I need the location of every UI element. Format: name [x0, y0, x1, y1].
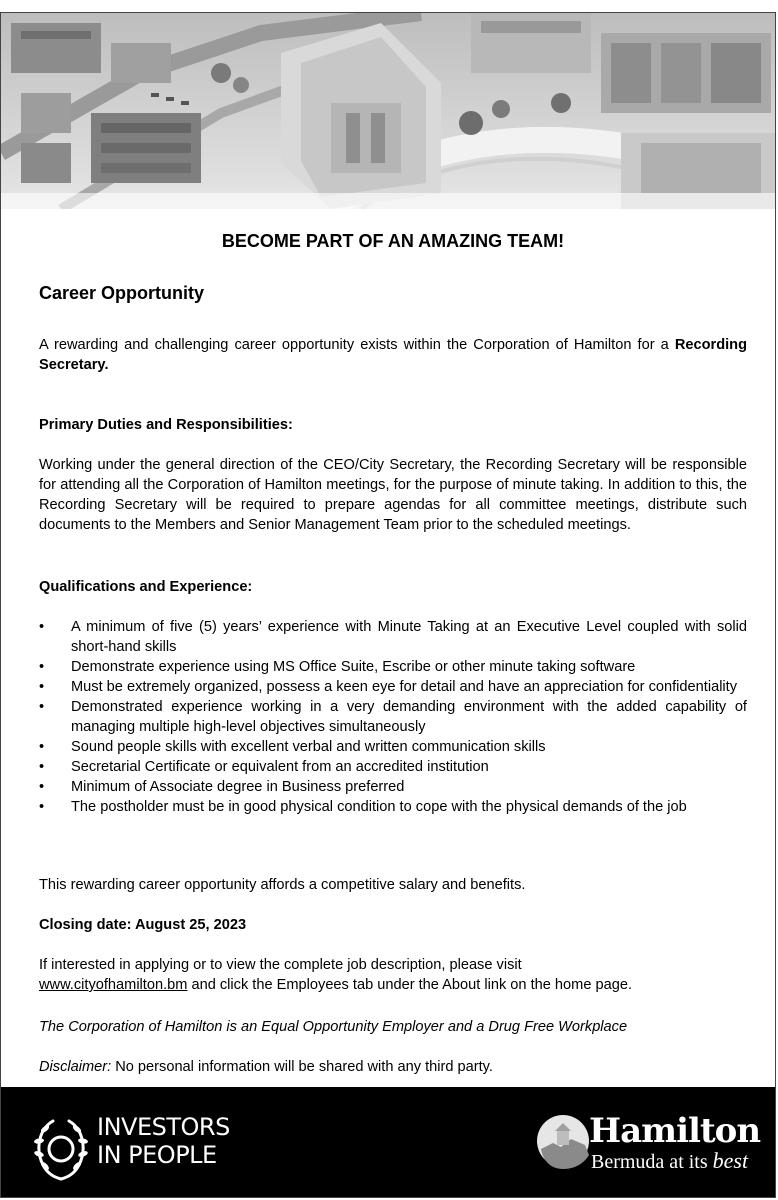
list-item: • Must be extremely organized, possess a keen eye for detail and have an appreciation for confidentiality	[39, 679, 738, 695]
equal-opportunity-statement: The Corporation of Hamilton is an Equal Opportunity Employer and a Drug Free Workplace	[39, 1019, 628, 1035]
career-opportunity-heading: Career Opportunity	[39, 283, 205, 303]
bullet-icon: •	[39, 679, 45, 695]
investors-in-people-laurel-icon	[31, 1111, 91, 1183]
duties-heading: Primary Duties and Responsibilities:	[39, 417, 293, 433]
list-item: • Sound people skills with excellent verbal and written communication skills	[39, 739, 546, 755]
bullet-icon: •	[39, 799, 45, 815]
hamilton-tagline: Bermuda at its best	[591, 1148, 749, 1173]
headline: BECOME PART OF AN AMAZING TEAM!	[221, 231, 565, 251]
footer-bar	[1, 1087, 776, 1198]
list-item: • Secretarial Certificate or equivalent from an accredited institution	[39, 759, 489, 775]
hamilton-wordmark: Hamilton	[589, 1111, 761, 1151]
website-link[interactable]: www.cityofhamilton.bm	[39, 977, 188, 993]
list-item: • Demonstrated experience working in a very demanding environment with the added capability of managing multiple high-level objectives simultaneously	[39, 699, 747, 735]
qualifications-list	[39, 617, 747, 817]
investors-in-people-logo: INVESTORS IN PEOPLE	[97, 1113, 230, 1169]
bullet-icon: •	[39, 739, 45, 755]
list-item: • Minimum of Associate degree in Business preferred	[39, 779, 405, 795]
intro-paragraph	[39, 335, 747, 375]
bullet-icon: •	[39, 759, 45, 775]
duties-paragraph: Working under the general direction of the CEO/City Secretary, the Recording Secretary will be responsible for attending all the Corporation of Hamilton meetings, for the purpose of minute taking. In addition to this, the Recording Secretary will be required to prepare agendas for all committee meetings, distribute such documents to the Members and Senior Management Team prior to the scheduled meetings.	[39, 457, 747, 533]
disclaimer-label: Disclaimer:	[39, 1059, 112, 1075]
aerial-city-image	[1, 13, 776, 209]
position-title: Recording Secretary.	[39, 337, 747, 373]
header-photo	[1, 13, 776, 209]
bullet-icon: •	[39, 659, 45, 675]
bullet-icon: •	[39, 779, 45, 795]
list-item: • Demonstrate experience using MS Office Suite, Escribe or other minute taking software	[39, 659, 636, 675]
qualifications-heading: Qualifications and Experience:	[39, 579, 253, 595]
advertisement	[0, 12, 776, 1198]
list-item: • A minimum of five (5) years’ experience with Minute Taking at an Executive Level coupled with solid short-hand skills	[39, 619, 747, 655]
intro-text: A rewarding and challenging career opportunity exists within the Corporation of Hamilton for a	[39, 337, 669, 353]
closing-date: Closing date: August 25, 2023	[39, 917, 247, 933]
disclaimer-text: No personal information will be shared with any third party.	[111, 1059, 493, 1075]
bullet-icon: •	[39, 619, 45, 635]
bullet-icon: •	[39, 699, 45, 715]
disclaimer	[39, 1057, 493, 1077]
list-item: • The postholder must be in good physical condition to cope with the physical demands of the job	[39, 799, 687, 815]
benefits-text: This rewarding career opportunity affords a competitive salary and benefits.	[39, 877, 526, 893]
apply-paragraph: If interested in applying or to view the complete job description, please visit www.cityofhamilton.bm and click the Employees tab under the About link on the home page.	[39, 957, 633, 993]
hamilton-crest-icon	[531, 1105, 591, 1177]
